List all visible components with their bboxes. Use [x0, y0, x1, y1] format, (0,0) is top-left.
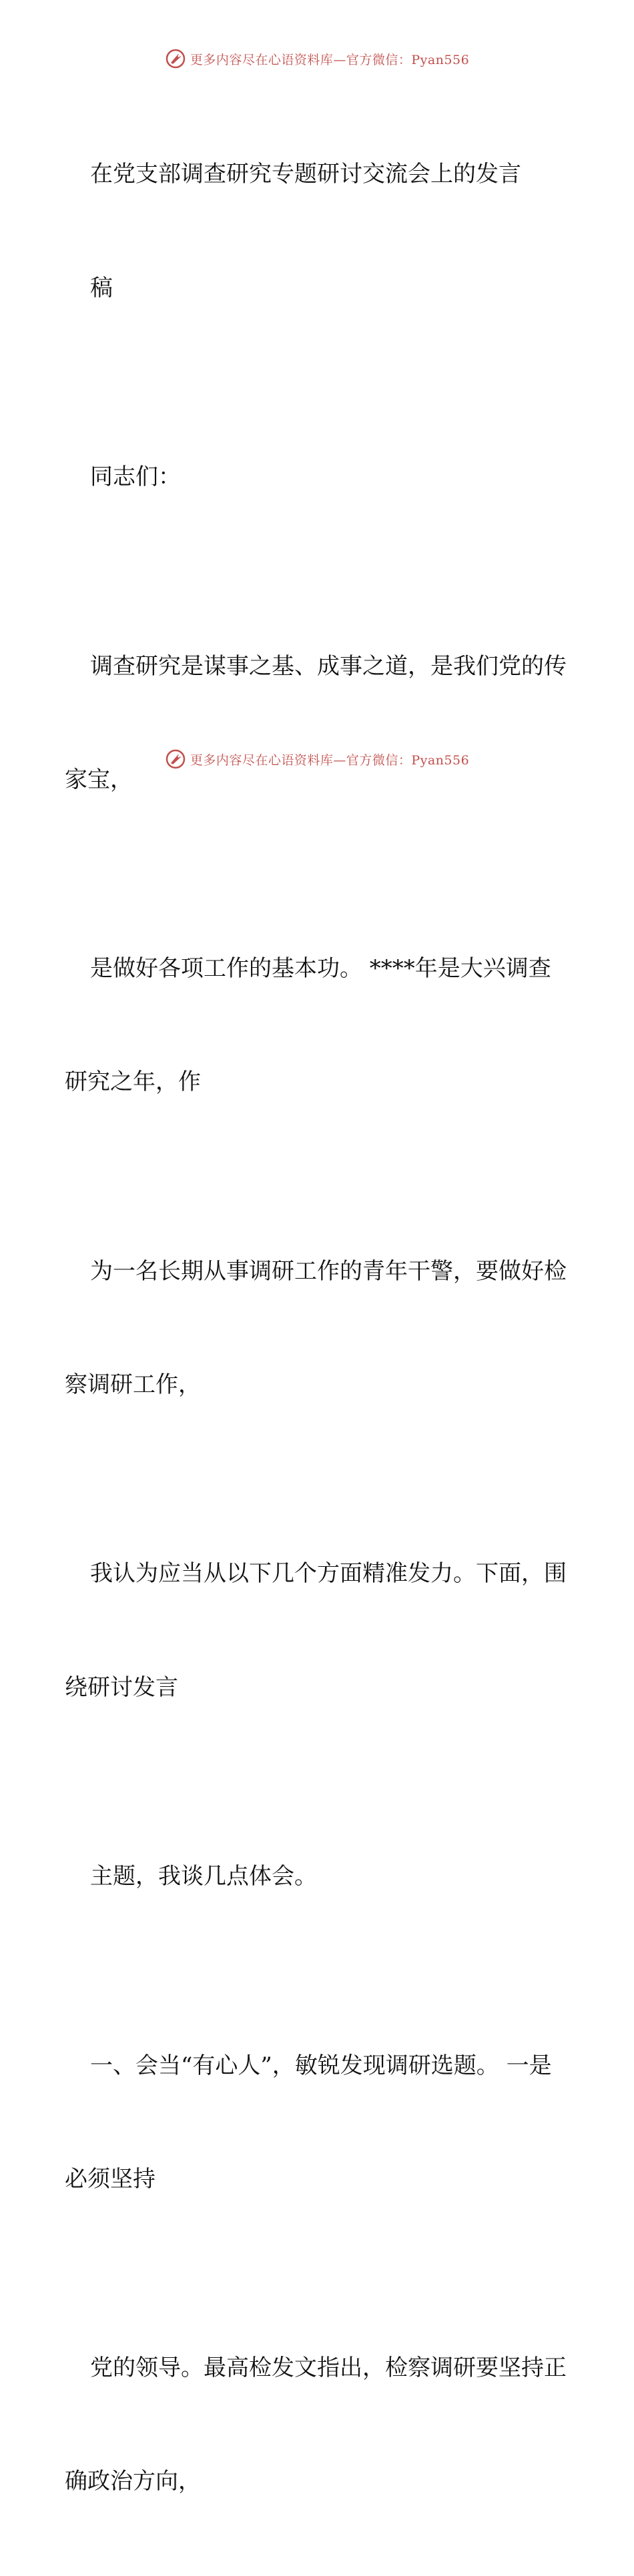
paragraph-line: 我认为应当从以下几个方面精准发力。下面，围 绕研讨发言: [65, 1560, 567, 1701]
header-banner: [0, 48, 634, 69]
paragraph-line: 党的领导。最高检发文指出，检察调研要坚持正 确政治方向，: [65, 2355, 567, 2495]
paragraph-line: 是做好各项工作的基本功。 ****年是大兴调查 研究之年，作: [65, 955, 551, 1096]
paragraph-line: 主题，我谈几点体会。: [90, 1863, 317, 1890]
pen-nib-logo-icon: [165, 748, 186, 770]
paragraph-line: 调查研究是谋事之基、成事之道，是我们党的传 家宝，: [65, 652, 567, 793]
document-body: [65, 80, 572, 2576]
footer-banner-text: 更多内容尽在心语资料库—官方微信：Pyan556: [190, 752, 470, 768]
paragraph-line: 为一名长期从事调研工作的青年干警，要做好检 察调研工作，: [65, 1257, 567, 1398]
title-line: 在党支部调查研究专题研讨交流会上的发言 稿: [90, 161, 521, 301]
section-heading: 一、会当“有心人”，敏锐发现调研选题。 一是 必须坚持: [65, 2052, 552, 2192]
header-banner-text: 更多内容尽在心语资料库—官方微信：Pyan556: [190, 52, 470, 67]
pen-nib-logo-icon: [165, 48, 186, 69]
salutation: 同志们：: [90, 464, 181, 491]
footer-banner: [0, 748, 634, 770]
